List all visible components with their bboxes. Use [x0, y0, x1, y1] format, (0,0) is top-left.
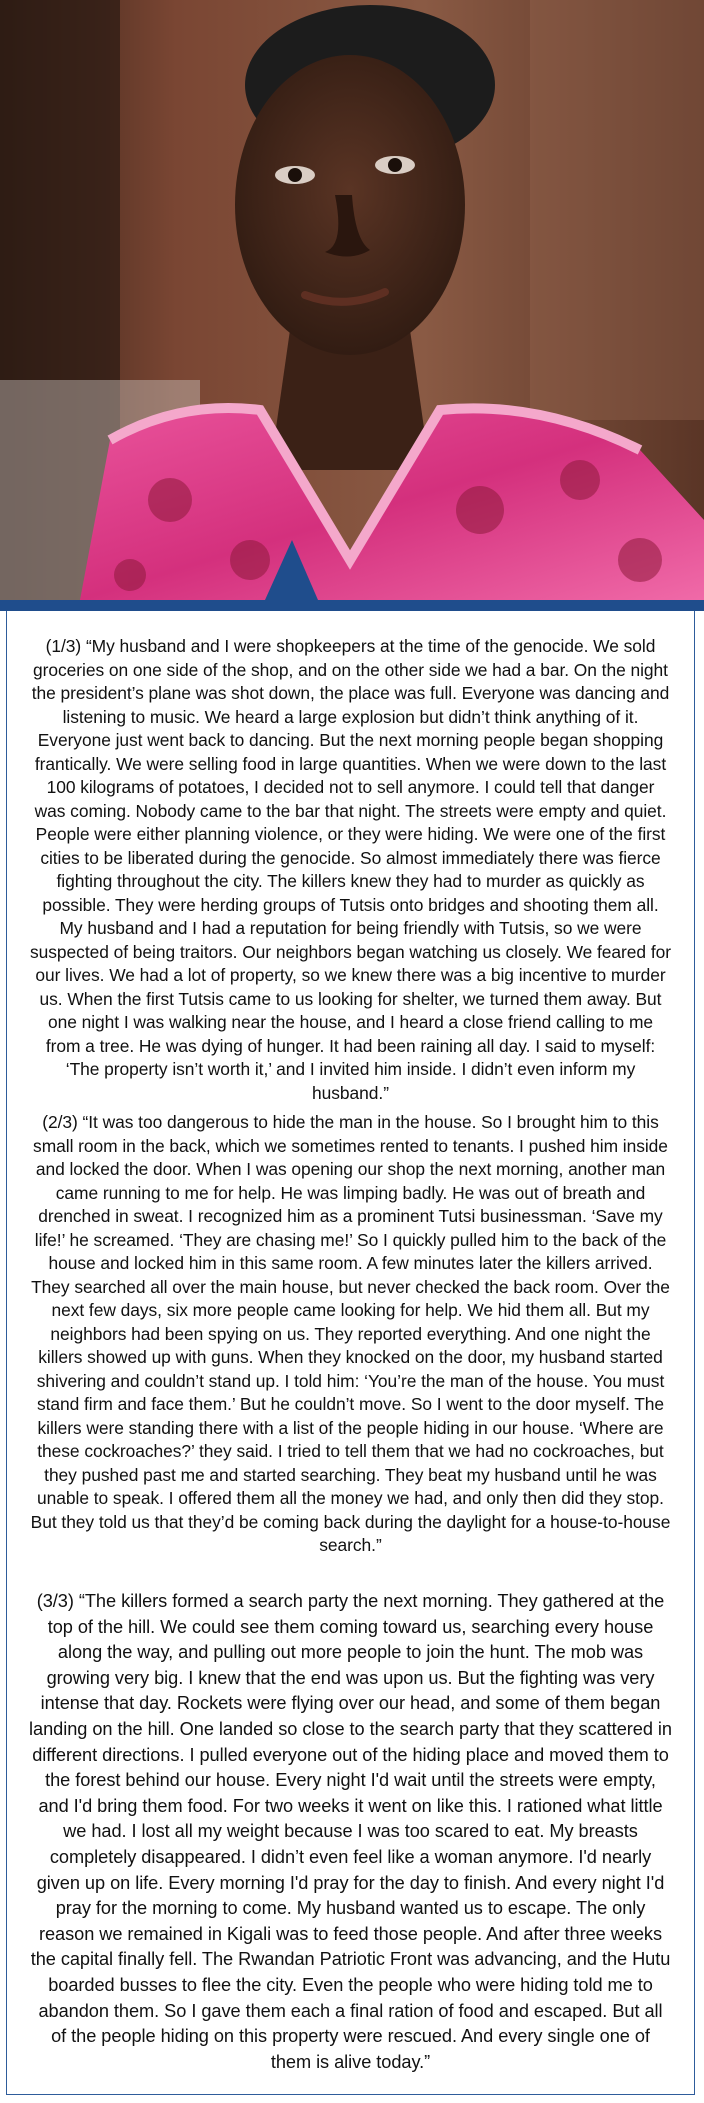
story-part-2: (2/3) “It was too dangerous to hide the man in the house. So I brought him to this small room in the back, which we sometimes rented to tenants. I pushed him inside and locked the door. When I was opening our shop the next morning, another man came running to me for help. He was limping badly. He was out of breath and drenched in sweat. I recognized him as a prominent Tutsi businessman. ‘Save my life!’ he screamed. ‘They are chasing me!’ So I quickly pulled him to the back of the house and locked him in this same room. A few minutes later the killers arrived. They searched all over the main house, but never checked the back room. Over the next few days, six more people came looking for help. We hid them all. But my neighbors had been spying on us. They reported everything. And one night the killers showed up with guns. When they knocked on the door, my husband started shivering and couldn’t stand up. I told him: ‘You’re the man of the house. You must stand firm and face them.’ But he couldn’t move. So I went to the door myself. The killers were standing there with a list of the people hiding in our house. ‘Where are these cockroaches?’ they said. I tried to tell them that we had no cockroaches, but they pushed past me and started searching. They beat my husband until he was unable to speak. I offered them all the money we had, and only then did they stop. But they told us that they’d be coming back during the daylight for a house-to-house search.” [30, 1112, 671, 1555]
portrait-photo [0, 0, 704, 600]
story-part-3: (3/3) “The killers formed a search party the next morning. They gathered at the top of the hill. We could see them coming toward us, searching every house along the way, and pulling out more people to join the hunt. The mob was growing very big. I knew that the end was upon us. But the fighting was very intense that day. Rockets were flying over our head, and some of them began landing on the hill. One landed so close to the search party that they scattered in different directions. I pulled everyone out of the hiding place and moved them to the forest behind our house. Every night I'd wait until the streets were empty, and I'd bring them food. For two weeks it went on like this. I rationed what little we had. I lost all my weight because I was too scared to eat. My breasts completely disappeared. I didn’t even feel like a woman anymore. I'd nearly given up on life. Every morning I'd pray for the day to finish. And every night I'd pray for the morning to come. My husband wanted us to escape. The only reason we remained in Kigali was to feed those people. And after three weeks the capital finally fell. The Rwandan Patriotic Front was advancing, and the Hutu boarded busses to flee the city. Even the people who were hiding told me to abandon them. So I gave them each a final ration of food and escaped. But all of the people hiding on this property were rescued. And every single one of them is alive today.” [29, 1591, 672, 2072]
story-text-box [6, 611, 695, 2095]
portrait-photo-icon [0, 0, 704, 600]
story-part-1: (1/3) “My husband and I were shopkeepers at the time of the genocide. We sold groceries on one side of the shop, and on the other side we had a bar. On the night the president’s plane was shot down, the place was full. Everyone was dancing and listening to music. We heard a large explosion but didn’t think anything of it. Everyone just went back to dancing. But the next morning people began shopping frantically. We were selling food in large quantities. When we were down to the last 100 kilograms of potatoes, I decided not to sell anymore. I could tell that danger was coming. Nobody came to the bar that night. The streets were empty and quiet. People were either planning violence, or they were hiding. We were one of the first cities to be liberated during the genocide. So almost immediately there was fierce fighting throughout the city. The killers knew they had to murder as quickly as possible. They were herding groups of Tutsis onto bridges and shooting them all. My husband and I had a reputation for being friendly with Tutsis, so we were suspected of being traitors. Our neighbors began watching us closely. We feared for our lives. We had a lot of property, so we knew there was a big incentive to murder us. When the first Tutsis came to us looking for shelter, we turned them away. But one night I was walking near the house, and I heard a close friend calling to me from a tree. He was dying of hunger. It had been raining all day. I said to myself: ‘The property isn’t worth it,’ and I invited him inside. I didn’t even inform my husband.” [30, 636, 671, 1103]
photo-divider-band [0, 600, 704, 611]
